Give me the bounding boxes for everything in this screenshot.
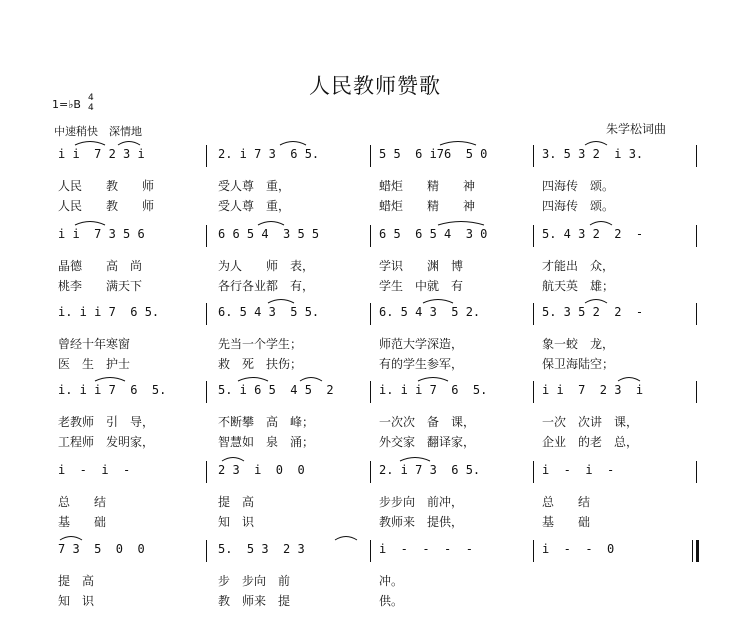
lyric-verse-2: 桃李 满天下 <box>58 279 143 293</box>
measure-notes: i. i i 7 6 5. <box>379 383 488 397</box>
bar-line <box>696 303 697 325</box>
bar-line <box>206 540 207 562</box>
measure-notes: 5. 3 5 2 2 - <box>542 305 644 319</box>
bar-line <box>696 381 697 403</box>
score-system <box>0 381 750 466</box>
lyric-verse-2: 人民 教 师 <box>58 199 155 213</box>
score-system <box>0 303 750 388</box>
measure-notes: 5 5 6 i76 5 0 <box>379 147 488 161</box>
measure-notes: 5. i 6 5 4 5 2 <box>218 383 334 397</box>
bar-line <box>206 225 207 247</box>
lyric-verse-2: 受人尊 重， <box>218 199 291 213</box>
measure-notes: i. i i 7 6 5. <box>58 305 160 319</box>
lyric-verse-1: 老教师 引 导， <box>58 415 155 429</box>
bar-line <box>206 303 207 325</box>
score-system <box>0 145 750 230</box>
lyric-verse-2: 教 师来 提 <box>218 594 291 608</box>
measure-notes: 6. 5 4 3 5 2. <box>379 305 481 319</box>
meter-bottom: 4 <box>88 103 94 113</box>
lyric-verse-1: 先当一个学生； <box>218 337 303 351</box>
bar-line <box>533 540 534 562</box>
bar-line <box>370 381 371 403</box>
lyric-verse-2: 救 死 扶伤； <box>218 357 303 371</box>
bar-line <box>206 461 207 483</box>
lyric-verse-2: 供。 <box>379 594 404 608</box>
lyric-verse-2: 保卫海陆空； <box>542 357 615 371</box>
bar-line <box>533 145 534 167</box>
measure-notes: 6 5 6 5 4 3 0 <box>379 227 488 241</box>
score-system <box>0 461 750 546</box>
lyric-verse-1: 人民 教 师 <box>58 179 155 193</box>
lyric-verse-1: 冲。 <box>379 574 404 588</box>
lyric-verse-1: 提 高 <box>218 495 255 509</box>
bar-line <box>533 381 534 403</box>
lyric-verse-1: 晶德 高 尚 <box>58 259 143 273</box>
lyric-verse-1: 步步向 前冲， <box>379 495 464 509</box>
lyric-verse-2: 外交家 翻译家， <box>379 435 476 449</box>
notation-row <box>0 225 750 247</box>
lyric-verse-2: 有的学生参军， <box>379 357 464 371</box>
measure-notes: 6. 5 4 3 5 5. <box>218 305 320 319</box>
meter-top: 4 <box>88 93 94 103</box>
lyric-verse-2: 基 础 <box>58 515 107 529</box>
bar-line <box>370 225 371 247</box>
measure-notes: i - i - <box>542 463 615 477</box>
measure-notes: i i 7 3 5 6 <box>58 227 145 241</box>
bar-line <box>206 381 207 403</box>
lyric-verse-1: 师范大学深造， <box>379 337 464 351</box>
lyric-verse-2: 各行各业都 有， <box>218 279 315 293</box>
measure-notes: 2. i 7 3 6 5. <box>218 147 320 161</box>
score-system <box>0 225 750 310</box>
measure-notes: 2 3 i 0 0 <box>218 463 305 477</box>
lyric-verse-2: 知 识 <box>58 594 95 608</box>
bar-line <box>370 303 371 325</box>
bar-line <box>696 225 697 247</box>
lyric-verse-1: 总 结 <box>58 495 107 509</box>
measure-notes: 5. 4 3 2 2 - <box>542 227 644 241</box>
measure-notes: i i 7 2 3 i <box>542 383 644 397</box>
measure-notes: 2. i 7 3 6 5. <box>379 463 481 477</box>
bar-line <box>370 540 371 562</box>
lyric-verse-1: 总 结 <box>542 495 591 509</box>
measure-notes: 6 6 5 4 3 5 5 <box>218 227 320 241</box>
lyric-verse-2: 企业 的老 总， <box>542 435 639 449</box>
lyric-verse-2: 四海传 颂。 <box>542 199 615 213</box>
bar-line <box>206 145 207 167</box>
lyric-verse-1: 一次 次讲 课， <box>542 415 639 429</box>
lyric-verse-1: 蜡炬 精 神 <box>379 179 476 193</box>
lyric-verse-2: 工程师 发明家， <box>58 435 155 449</box>
lyric-verse-1: 学识 渊 博 <box>379 259 464 273</box>
lyric-verse-2: 医 生 护士 <box>58 357 131 371</box>
measure-notes: i. i i 7 6 5. <box>58 383 167 397</box>
lyric-verse-1: 象一蛟 龙， <box>542 337 615 351</box>
time-signature <box>88 93 94 113</box>
lyric-verse-2: 智慧如 泉 涌； <box>218 435 315 449</box>
lyric-verse-1: 步 步向 前 <box>218 574 291 588</box>
lyric-verse-1: 一次次 备 课， <box>379 415 476 429</box>
bar-line <box>533 461 534 483</box>
bar-line <box>533 225 534 247</box>
tempo-marking: 中速稍快 深情地 <box>54 125 142 138</box>
bar-line <box>696 461 697 483</box>
measure-notes: i i 7 2 3 i <box>58 147 145 161</box>
notation-row <box>0 461 750 483</box>
lyric-verse-2: 教师来 提供， <box>379 515 464 529</box>
lyric-verse-1: 才能出 众， <box>542 259 615 273</box>
lyric-verse-1: 不断攀 高 峰； <box>218 415 315 429</box>
composer-credit: 朱学松词曲 <box>606 122 667 136</box>
measure-notes: 7 3 5 0 0 <box>58 542 145 556</box>
lyric-verse-2: 蜡炬 精 神 <box>379 199 476 213</box>
key-signature: 1=♭B <box>52 98 81 111</box>
lyric-verse-1: 曾经十年寒窗 <box>58 337 131 351</box>
bar-line <box>696 145 697 167</box>
lyric-verse-2: 航天英 雄； <box>542 279 615 293</box>
measure-notes: i - - 0 <box>542 542 615 556</box>
lyric-verse-1: 为人 师 表， <box>218 259 315 273</box>
song-title: 人民教师赞歌 <box>309 74 441 98</box>
measure-notes: i - - - - <box>379 542 473 556</box>
score-system <box>0 540 750 625</box>
measure-notes: 3. 5 3 2 i 3. <box>542 147 644 161</box>
lyric-verse-2: 知 识 <box>218 515 255 529</box>
lyric-verse-1: 四海传 颂。 <box>542 179 615 193</box>
measure-notes: 5. 5 3 2 3 <box>218 542 305 556</box>
measure-notes: i - i - <box>58 463 131 477</box>
notation-row <box>0 540 750 562</box>
lyric-verse-1: 受人尊 重， <box>218 179 291 193</box>
lyric-verse-2: 学生 中就 有 <box>379 279 464 293</box>
lyric-verse-1: 提 高 <box>58 574 95 588</box>
bar-line <box>370 145 371 167</box>
notation-row <box>0 381 750 403</box>
final-bar-line <box>692 540 693 562</box>
bar-line <box>696 540 699 562</box>
lyric-verse-2: 基 础 <box>542 515 591 529</box>
notation-row <box>0 303 750 325</box>
notation-row <box>0 145 750 167</box>
bar-line <box>370 461 371 483</box>
bar-line <box>533 303 534 325</box>
